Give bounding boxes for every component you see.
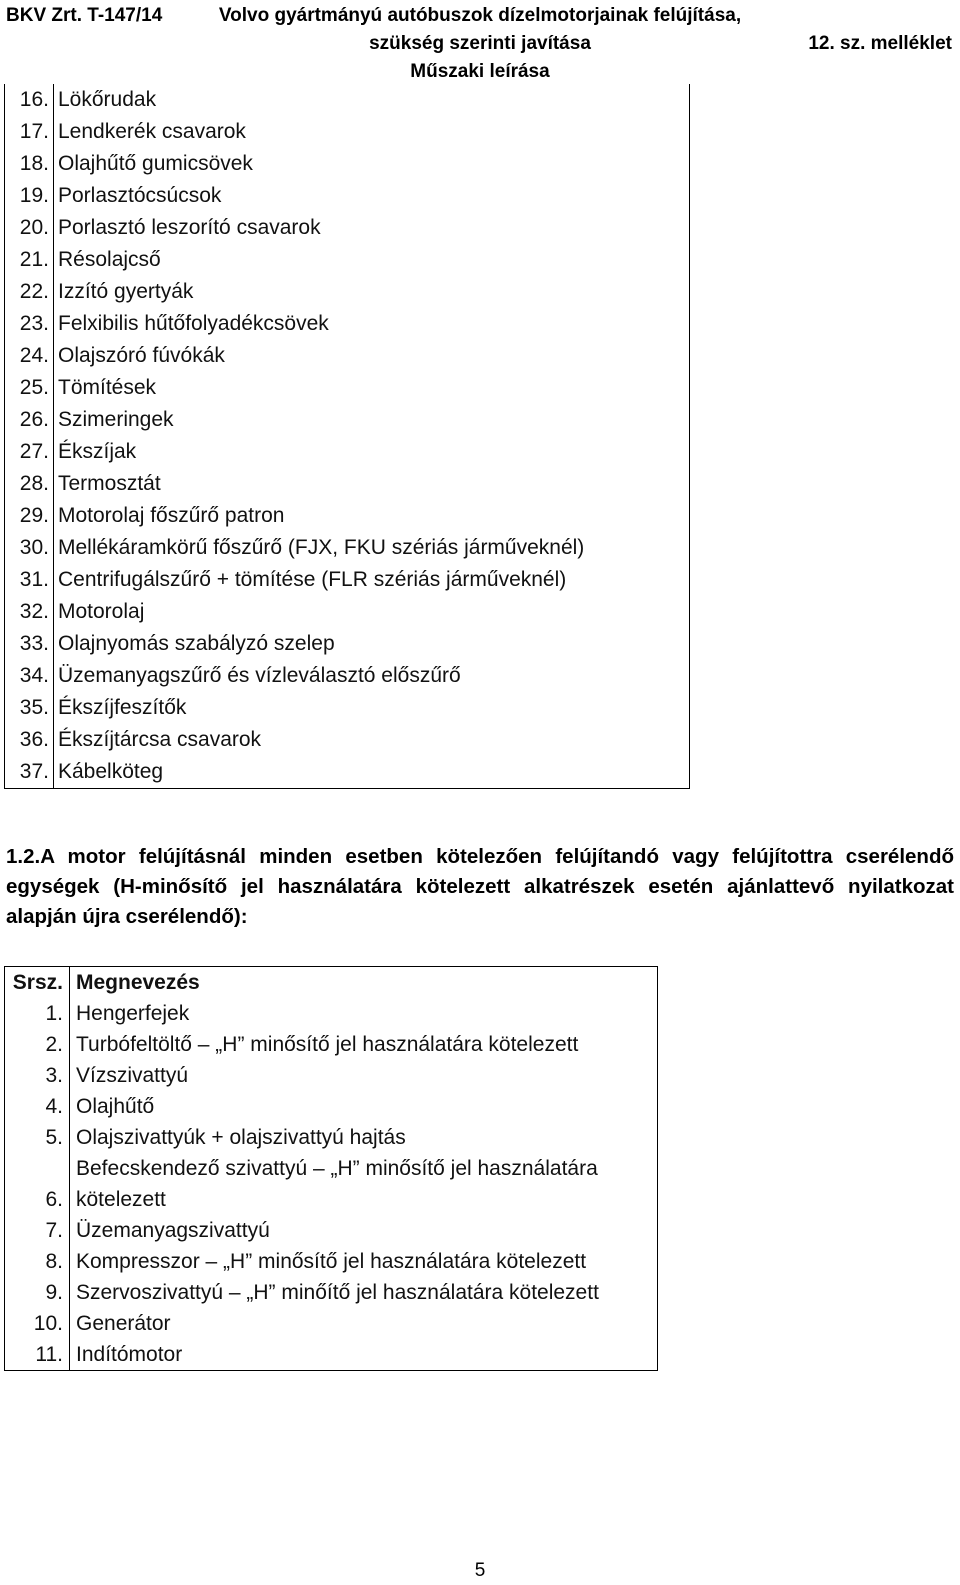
table-row [5, 1246, 658, 1277]
parts-list-body [5, 84, 690, 789]
list-item-label: Olajhűtő gumicsövek [54, 148, 690, 180]
list-item-label: Termosztát [54, 468, 690, 500]
list-item [5, 596, 690, 628]
row-label: Kompresszor – „H” minősítő jel használatára kötelezett [76, 1250, 587, 1273]
list-item-number: 27. [19, 440, 49, 463]
list-item [5, 84, 690, 116]
list-item-number: 31. [19, 568, 49, 591]
list-item [5, 724, 690, 756]
row-number: 8. [5, 1246, 70, 1277]
list-item-label: Szimeringek [54, 404, 690, 436]
table-row [5, 1029, 658, 1060]
page-number: 5 [474, 1560, 486, 1581]
list-item [5, 212, 690, 244]
row-number: 7. [5, 1215, 70, 1246]
table-row [5, 1091, 658, 1122]
row-number: 10. [5, 1308, 70, 1339]
list-item-number: 18. [19, 152, 49, 175]
list-item-label: Tömítések [54, 372, 690, 404]
title-line-1: Volvo gyártmányú autóbuszok dízelmotorjainak felújítása, [218, 5, 742, 26]
list-item [5, 180, 690, 212]
list-item [5, 532, 690, 564]
list-item-label: Porlasztócsúcsok [54, 180, 690, 212]
table-row [5, 1122, 658, 1153]
list-item-number: 29. [19, 504, 49, 527]
list-item-label: Résolajcső [54, 244, 690, 276]
list-item-label: Porlasztó leszorító csavarok [54, 212, 690, 244]
list-item-label: Motorolaj [54, 596, 690, 628]
header-srsz: Srsz. [5, 967, 70, 999]
list-item-label: Ékszíjtárcsa csavarok [54, 724, 690, 756]
list-item [5, 116, 690, 148]
document-title [190, 2, 770, 86]
list-item [5, 340, 690, 372]
list-item-label: Olajszóró fúvókák [54, 340, 690, 372]
row-number: 3. [5, 1060, 70, 1091]
mandatory-units-table [4, 966, 658, 1371]
list-item [5, 468, 690, 500]
list-item-label: Ékszíjak [54, 436, 690, 468]
table-row [5, 1277, 658, 1308]
title-line-3: Műszaki leírása [410, 61, 550, 82]
list-item-number: 24. [19, 344, 49, 367]
row-number: 4. [5, 1091, 70, 1122]
list-item-number: 20. [19, 216, 49, 239]
row-number: 6. [5, 1153, 70, 1215]
row-label: Befecskendező szivattyú – „H” minősítő jel használatára kötelezett [76, 1157, 598, 1211]
list-item-label: Motorolaj főszűrő patron [54, 500, 690, 532]
list-item-number: 22. [19, 280, 49, 303]
list-item-number: 23. [19, 312, 49, 335]
parts-list-continued [4, 84, 690, 789]
row-label: Szervoszivattyú – „H” minőítő jel használatára kötelezett [76, 1281, 599, 1304]
list-item-label: Ékszíjfeszítők [54, 692, 690, 724]
list-item [5, 148, 690, 180]
list-item [5, 500, 690, 532]
row-label: Olajhűtő [76, 1095, 155, 1118]
list-item-label: Felxibilis hűtőfolyadékcsövek [54, 308, 690, 340]
row-label: Turbófeltöltő – „H” minősítő jel használatára kötelezett [76, 1033, 579, 1056]
list-item-number: 25. [19, 376, 49, 399]
table-row [5, 1153, 658, 1215]
table-row [5, 998, 658, 1029]
list-item-number: 33. [19, 632, 49, 655]
section-1-2-heading: 1.2.A motor felújításnál minden esetben kötelezően felújítandó vagy felújítottra cserélendő egységek (H-minősítő jel használatára kötelezett alkatrészek esetén ajánlattevő nyilatkozat alapján újra cserélendő): [6, 845, 954, 928]
row-label: Hengerfejek [76, 1002, 190, 1025]
list-item [5, 404, 690, 436]
row-label: Indítómotor [76, 1343, 183, 1366]
list-item [5, 372, 690, 404]
table-row [5, 1339, 658, 1371]
list-item-number: 16. [19, 88, 49, 111]
header-megnevezes: Megnevezés [76, 971, 200, 994]
list-item-number: 34. [19, 664, 49, 687]
list-item-label: Izzító gyertyák [54, 276, 690, 308]
row-label: Vízszivattyú [76, 1064, 189, 1087]
list-item-label: Lendkerék csavarok [54, 116, 690, 148]
list-item [5, 692, 690, 724]
table-row [5, 1308, 658, 1339]
list-item-number: 26. [19, 408, 49, 431]
list-item [5, 308, 690, 340]
list-item [5, 628, 690, 660]
list-item-number: 19. [19, 184, 49, 207]
annex-label: 12. sz. melléklet [808, 33, 952, 54]
title-line-2: szükség szerinti javítása [369, 33, 591, 54]
list-item-number: 30. [19, 536, 49, 559]
list-item-number: 36. [19, 728, 49, 751]
row-number: 11. [5, 1339, 70, 1371]
row-label: Üzemanyagszivattyú [76, 1219, 270, 1242]
row-label: Generátor [76, 1312, 171, 1335]
list-item [5, 564, 690, 596]
list-item-number: 32. [19, 600, 49, 623]
list-item-number: 35. [19, 696, 49, 719]
list-item-number: 17. [19, 120, 49, 143]
table-header-row [5, 967, 658, 999]
list-item [5, 244, 690, 276]
table-row [5, 1060, 658, 1091]
mandatory-units-body [5, 967, 658, 1371]
list-item [5, 756, 690, 789]
row-number: 2. [5, 1029, 70, 1060]
table-row [5, 1215, 658, 1246]
row-number: 5. [5, 1122, 70, 1153]
list-item [5, 436, 690, 468]
list-item-label: Olajnyomás szabályzó szelep [54, 628, 690, 660]
row-number: 9. [5, 1277, 70, 1308]
list-item-label: Lökőrudak [54, 84, 690, 116]
list-item-number: 21. [19, 248, 49, 271]
list-item-number: 28. [19, 472, 49, 495]
list-item-label: Mellékáramkörű főszűrő (FJX, FKU szériás járműveknél) [54, 532, 690, 564]
row-label: Olajszivattyúk + olajszivattyú hajtás [76, 1126, 406, 1149]
list-item [5, 660, 690, 692]
list-item-label: Kábelköteg [54, 756, 690, 789]
document-id: BKV Zrt. T-147/14 [6, 5, 163, 26]
list-item-number: 37. [19, 760, 49, 783]
list-item-label: Centrifugálszűrő + tömítése (FLR szériás járműveknél) [54, 564, 690, 596]
row-number: 1. [5, 998, 70, 1029]
list-item-label: Üzemanyagszűrő és vízleválasztó előszűrő [54, 660, 690, 692]
list-item [5, 276, 690, 308]
